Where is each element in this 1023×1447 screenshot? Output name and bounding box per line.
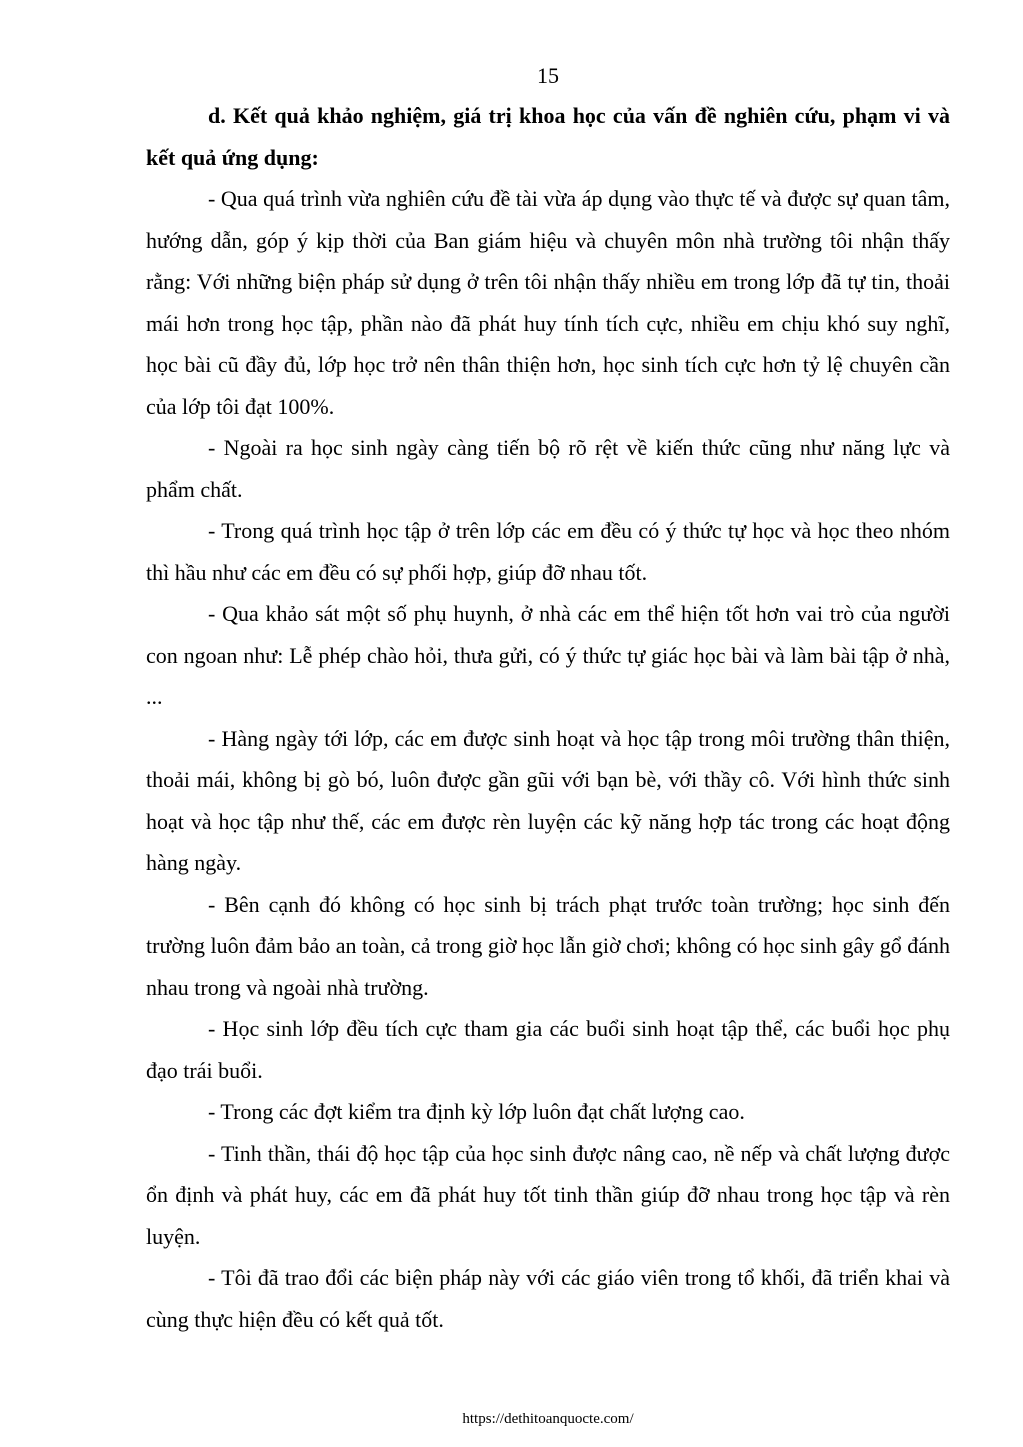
footer-url: https://dethitoanquocte.com/: [462, 1411, 634, 1427]
paragraph: - Bên cạnh đó không có học sinh bị trách phạt trước toàn trường; học sinh đến trường luôn đảm bảo an toàn, cả trong giờ học lẫn giờ chơi; không có học sinh gây gổ đánh nhau trong và ngoài nhà trường.: [146, 891, 950, 1000]
document-body: [146, 95, 950, 1340]
paragraph: - Trong quá trình học tập ở trên lớp các em đều có ý thức tự học và học theo nhóm thì hầu như các em đều có sự phối hợp, giúp đỡ nhau tốt.: [146, 518, 950, 585]
paragraph: - Ngoài ra học sinh ngày càng tiến bộ rõ rệt về kiến thức cũng như năng lực và phẩm chất.: [146, 435, 950, 502]
section-heading: d. Kết quả khảo nghiệm, giá trị khoa học của vấn đề nghiên cứu, phạm vi và kết quả ứng dụng:: [146, 103, 950, 170]
paragraph: - Tôi đã trao đổi các biện pháp này với các giáo viên trong tổ khối, đã triển khai và cùng thực hiện đều có kết quả tốt.: [146, 1265, 950, 1332]
paragraph: - Qua quá trình vừa nghiên cứu đề tài vừa áp dụng vào thực tế và được sự quan tâm, hướng dẫn, góp ý kịp thời của Ban giám hiệu và chuyên môn nhà trường tôi nhận thấy rằng: Với những biện pháp sử dụng ở trên tôi nhận thấy nhiều em trong lớp đã tự tin, thoải mái hơn trong học tập, phần nào đã phát huy tính tích cực, nhiều em chịu khó suy nghĩ, học bài cũ đầy đủ, lớp học trở nên thân thiện hơn, học sinh tích cực hơn tỷ lệ chuyên cần của lớp tôi đạt 100%.: [146, 186, 950, 419]
paragraph: - Qua khảo sát một số phụ huynh, ở nhà các em thể hiện tốt hơn vai trò của người con ngoan như: Lễ phép chào hỏi, thưa gửi, có ý thức tự giác học bài và làm bài tập ở nhà, ...: [146, 601, 950, 709]
paragraph: - Hàng ngày tới lớp, các em được sinh hoạt và học tập trong môi trường thân thiện, thoải mái, không bị gò bó, luôn được gần gũi với bạn bè, với thầy cô. Với hình thức sinh hoạt và học tập như thế, các em được rèn luyện các kỹ năng hợp tác trong các hoạt động hàng ngày.: [146, 725, 950, 875]
paragraph: - Trong các đợt kiểm tra định kỳ lớp luôn đạt chất lượng cao.: [208, 1099, 745, 1124]
paragraph: - Tinh thần, thái độ học tập của học sinh được nâng cao, nề nếp và chất lượng được ổn định và phát huy, các em đã phát huy tốt tinh thần giúp đỡ nhau trong học tập và rèn luyện.: [146, 1140, 950, 1249]
paragraph: - Học sinh lớp đều tích cực tham gia các buổi sinh hoạt tập thể, các buổi học phụ đạo trái buổi.: [146, 1016, 950, 1083]
page-number: 15: [537, 63, 559, 88]
